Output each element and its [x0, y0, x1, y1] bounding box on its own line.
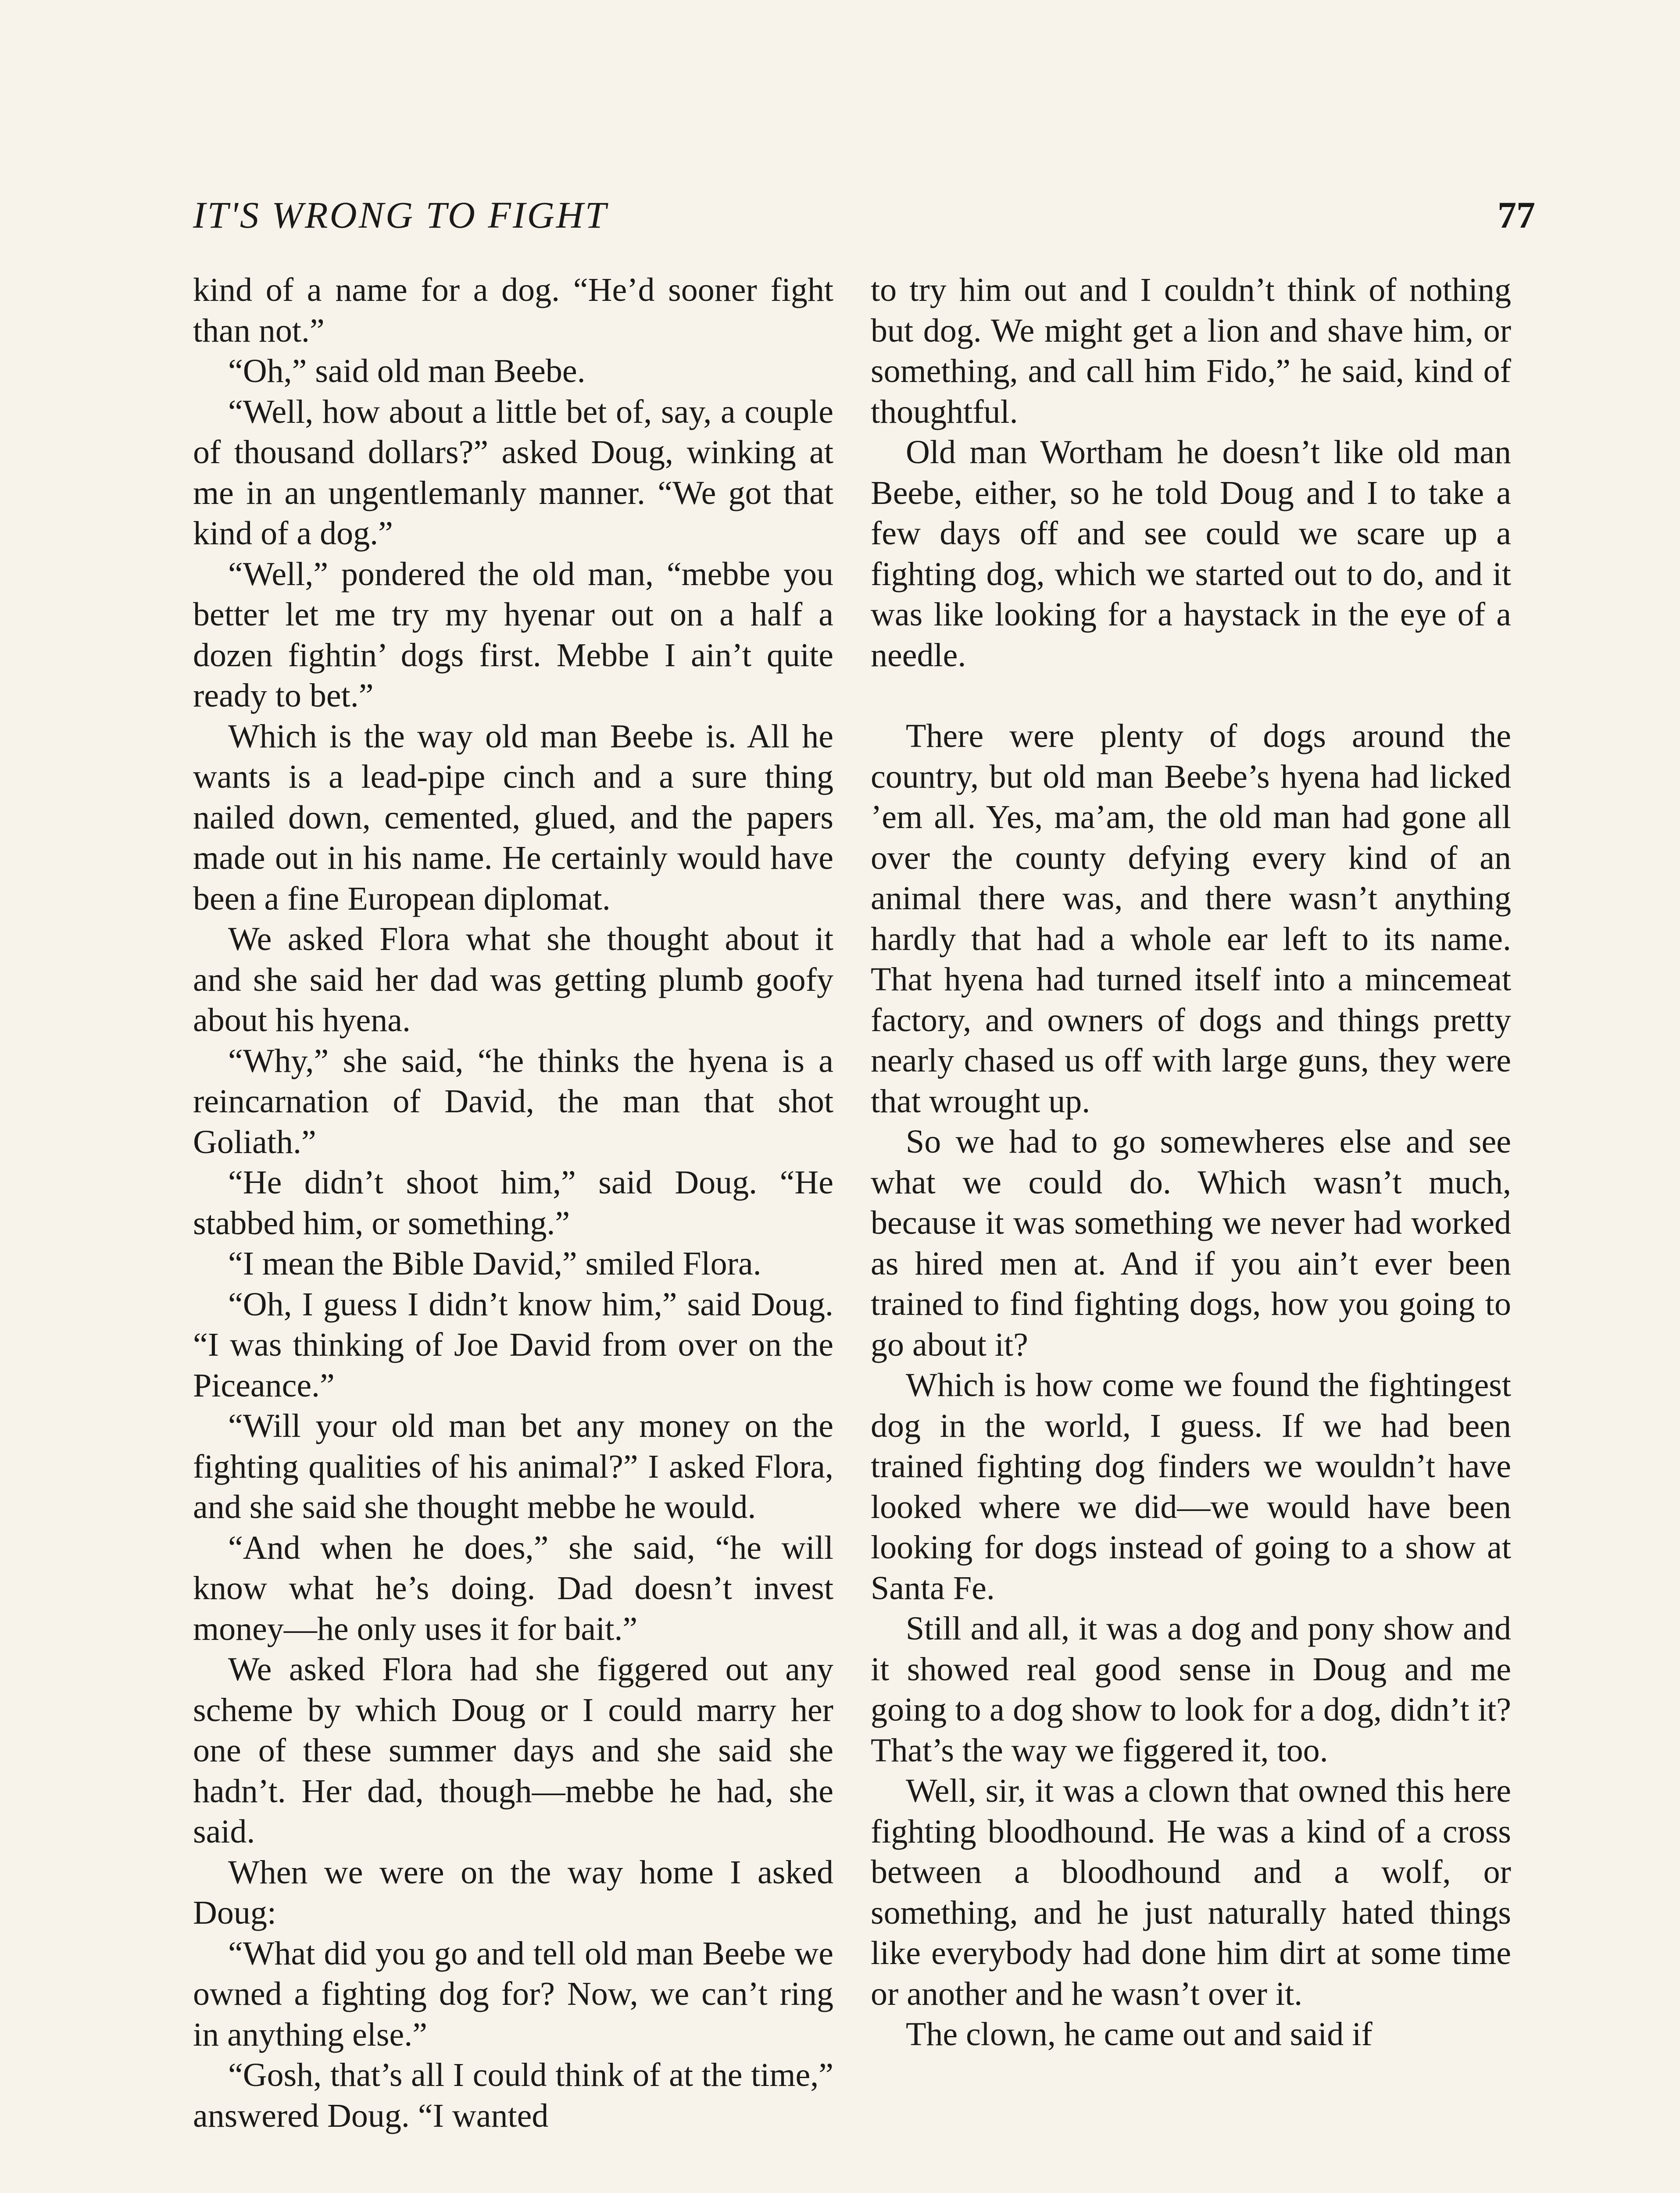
paragraph: “Oh, I guess I didn’t know him,” said Doug. “I was thinking of Joe David from over on the Piceance.”	[193, 1286, 833, 1404]
paragraph: “What did you go and tell old man Beebe we owned a fighting dog for? Now, we can’t ring in anything else.”	[193, 1935, 833, 2053]
paragraph: The clown, he came out and said if	[906, 2016, 1373, 2053]
paragraph: “I mean the Bible David,” smiled Flora.	[228, 1245, 761, 1282]
paragraph: There were plenty of dogs around the country, but old man Beebe’s hyena had licked ’em all. Yes, ma’am, the old man had gone all over the county defying every kind of an animal there was, and there wasn’t anything hardly that had a whole ear left to its name. That hyena had turned itself into a mincemeat factory, and owners of dogs and things pretty nearly chased us off with large guns, they were that wrought up.	[871, 718, 1511, 1120]
paragraph: “And when he does,” she said, “he will know what he’s doing. Dad doesn’t invest money—he only uses it for bait.”	[193, 1529, 833, 1647]
running-head: IT'S WRONG TO FIGHT	[193, 194, 608, 236]
paragraph: to try him out and I couldn’t think of nothing but dog. We might get a lion and shave him, or something, and call him Fido,” he said, kind of thoughtful.	[871, 271, 1511, 430]
paragraph: kind of a name for a dog. “He’d sooner fight than not.”	[193, 271, 833, 349]
paragraph: “Why,” she said, “he thinks the hyena is a reincarnation of David, the man that shot Goliath.”	[193, 1042, 833, 1161]
paragraph: “He didn’t shoot him,” said Doug. “He stabbed him, or something.”	[193, 1164, 833, 1242]
right-column	[871, 270, 1511, 2055]
paragraph: Which is how come we found the fightingest dog in the world, I guess. If we had been trained fighting dog finders we wouldn’t have looked where we did—we would have been looking for dogs instead of going to a show at Santa Fe.	[871, 1367, 1511, 1607]
paragraph: When we were on the way home I asked Doug:	[193, 1854, 833, 1931]
paragraph: We asked Flora had she figgered out any scheme by which Doug or I could marry her one of these summer days and she said she hadn’t. Her dad, though—mebbe he had, she said.	[193, 1651, 833, 1850]
paragraph: Which is the way old man Beebe is. All he wants is a lead-pipe cinch and a sure thing nailed down, cemented, glued, and the papers made out in his name. He certainly would have been a fine European diplomat.	[193, 718, 833, 917]
paragraph: “Well, how about a little bet of, say, a couple of thousand dollars?” asked Doug, winking at me in an ungentlemanly manner. “We got that kind of a dog.”	[193, 393, 833, 552]
paragraph: “Will your old man bet any money on the fighting qualities of his animal?” I asked Flora, and she said she thought mebbe he would.	[193, 1407, 833, 1525]
paragraph: “Well,” pondered the old man, “mebbe you better let me try my hyenar out on a half a dozen fightin’ dogs first. Mebbe I ain’t quite ready to bet.”	[193, 555, 833, 714]
paragraph: Still and all, it was a dog and pony show and it showed real good sense in Doug and me going to a dog show to look for a dog, didn’t it? That’s the way we figgered it, too.	[871, 1610, 1511, 1769]
paragraph: We asked Flora what she thought about it and she said her dad was getting plumb goofy about his hyena.	[193, 921, 833, 1039]
page-header	[193, 193, 1535, 254]
paragraph: So we had to go somewheres else and see what we could do. Which wasn’t much, because it was something we never had worked as hired men at. And if you ain’t ever been trained to find fighting dogs, how you going to go about it?	[871, 1123, 1511, 1363]
paragraph: Old man Wortham he doesn’t like old man Beebe, either, so he told Doug and I to take a few days off and see could we scare up a fighting dog, which we started out to do, and it was like looking for a haystack in the eye of a needle.	[871, 434, 1511, 674]
page-number: 77	[1498, 194, 1535, 236]
paragraph: “Oh,” said old man Beebe.	[228, 353, 586, 389]
left-column	[193, 270, 833, 2136]
paragraph: “Gosh, that’s all I could think of at the time,” answered Doug. “I wanted	[193, 2057, 833, 2134]
paragraph: Well, sir, it was a clown that owned this here fighting bloodhound. He was a kind of a cross between a bloodhound and a wolf, or something, and he just naturally hated things like everybody had done him dirt at some time or another and he wasn’t over it.	[871, 1772, 1511, 2012]
